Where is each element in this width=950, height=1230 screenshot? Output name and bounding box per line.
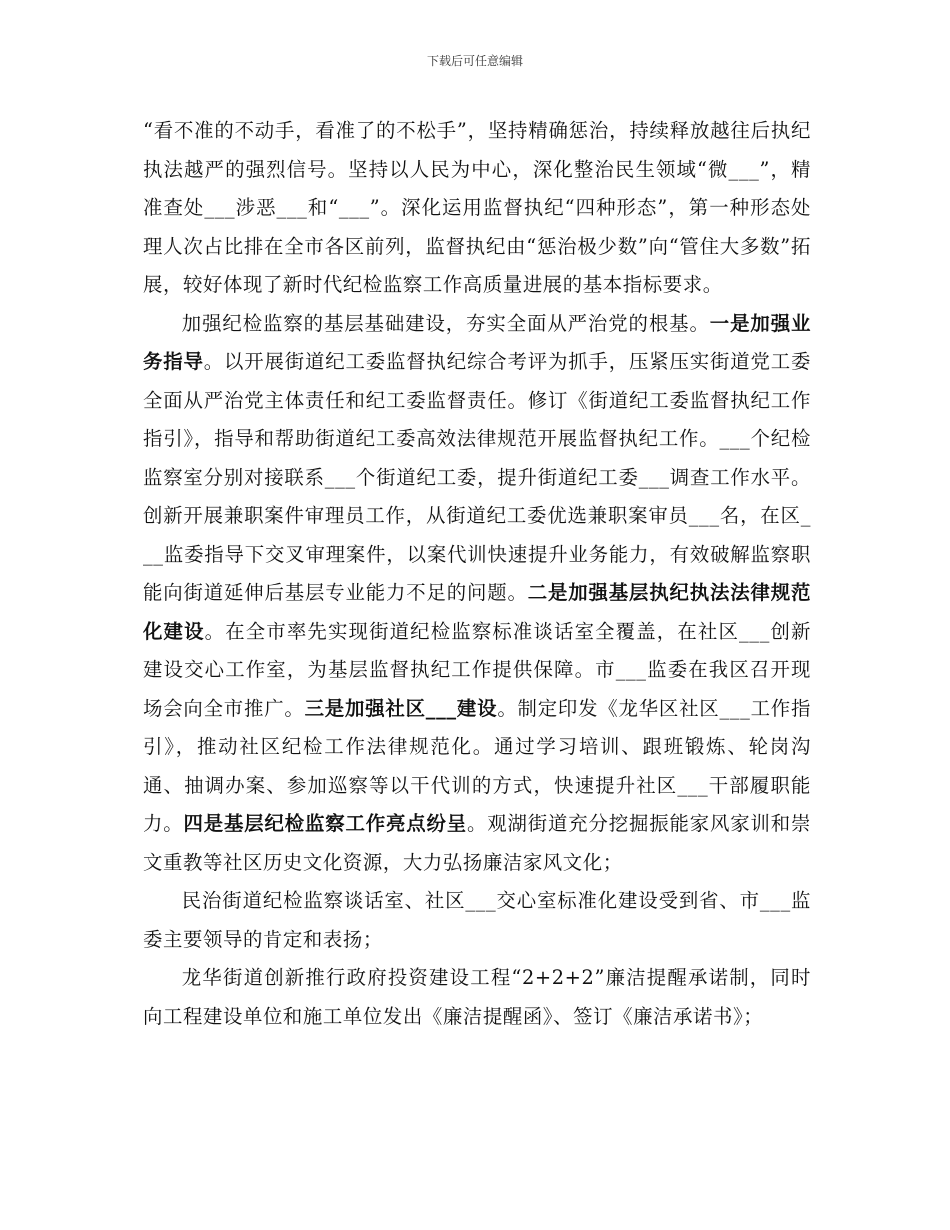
paragraph-2-body-three: 。制定印发《龙华区社区___工作指引》，推动社区纪检工作法律规范化。通过学习培训、跟班锻炼、轮岗沟通、抽调办案、参加巡察等以干代训的方式，快速提升社区___干部履职能力。 [143, 696, 811, 835]
paragraph-2-body-one: 。以开展街道纪工委监督执纪综合考评为抓手，压紧压实街道党工委全面从严治党主体责任和纪工委监督责任。修订《街道纪工委监督执纪工作指引》，指导和帮助街道纪工委高效法律规范开展监督执纪工作。___个纪检监察室分别对接联系___个街道纪工委，提升街道纪工委___调查工作水平。创新开展兼职案件审理员工作，从街道纪工委优选兼职案审员___名，在区___监委指导下交叉审理案件，以案代训快速提升业务能力，有效破解监察职能向街道延伸后基层专业能力不足的问题。 [143, 350, 811, 604]
heading-point-two: 二是加强基层执纪执法法律规范化建设 [143, 581, 811, 643]
paragraph-2-body-two: 。在全市率先实现街道纪检监察标准谈话室全覆盖，在社区___创新建设交心工作室，为基层监督执纪工作提供保障。市___监委在我区召开现场会向全市推广。 [143, 619, 811, 720]
paragraph-2 [143, 305, 811, 883]
paragraph-1-text: “看不准的不动手，看准了的不松手”，坚持精确惩治，持续释放越往后执纪执法越严的强烈信号。坚持以人民为中心，深化整治民生领域“微___”，精准查处___涉恶___和“___”。深化运用监督执纪“四种形态”，第一种形态处理人次占比排在全市各区前列，监督执纪由“惩治极少数”向“管住大多数”拓展，较好体现了新时代纪检监察工作高质量进展的基本指标要求。 [143, 119, 811, 296]
heading-point-one: 一是加强业务指导 [143, 311, 811, 373]
heading-point-four: 四是基层纪检监察工作亮点纷呈 [183, 812, 467, 835]
paragraph-1 [143, 112, 811, 305]
page-header: 下载后可任意编辑 [426, 54, 523, 68]
heading-point-three: 三是加强社区___建设 [304, 696, 498, 720]
paragraph-2-intro: 加强纪检监察的基层基础建设，夯实全面从严治党的根基。 [181, 311, 710, 335]
paragraph-2-body-four: 。观湖街道充分挖掘振能家风家训和崇文重教等社区历史文化资源，大力弘扬廉洁家风文化； [143, 812, 811, 874]
paragraph-4-text: 龙华街道创新推行政府投资建设工程“2+2+2”廉洁提醒承诺制，同时向工程建设单位和施工单位发出《廉洁提醒函》、签订《廉洁承诺书》； [143, 966, 811, 1028]
paragraph-3-text: 民治街道纪检监察谈话室、社区___交心室标准化建设受到省、市___监委主要领导的肯定和表扬； [143, 889, 811, 951]
paragraph-4 [143, 959, 811, 1036]
paragraph-3 [143, 882, 811, 959]
document-body [143, 112, 811, 1036]
